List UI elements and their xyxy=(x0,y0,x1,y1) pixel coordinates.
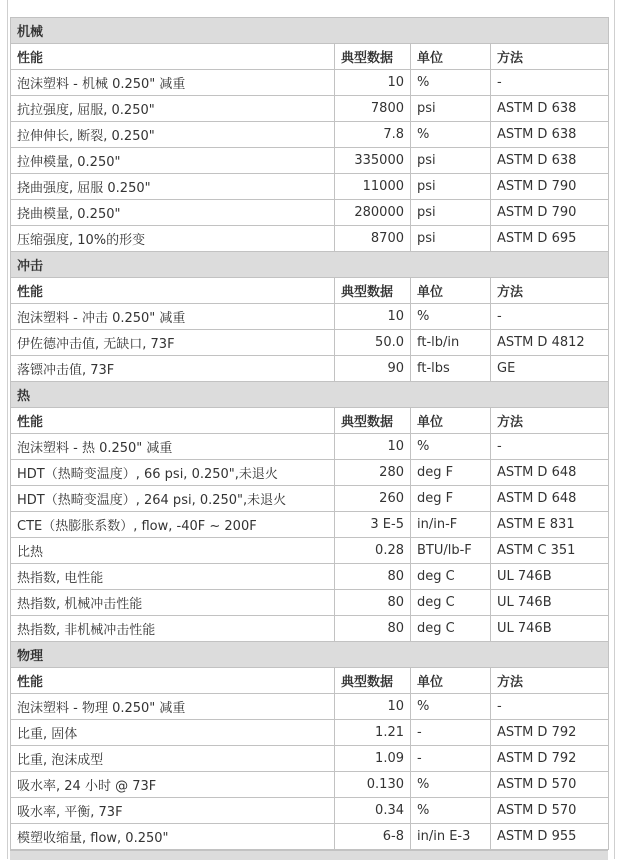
cell-property: 热指数, 非机械冲击性能 xyxy=(11,616,335,642)
cell-unit: psi xyxy=(411,226,491,252)
cell-method: ASTM D 695 xyxy=(491,226,609,252)
table-row xyxy=(11,564,609,590)
cell-value: 0.28 xyxy=(335,538,411,564)
table-row xyxy=(11,720,609,746)
cell-method: ASTM C 351 xyxy=(491,538,609,564)
left-frame-border xyxy=(0,0,8,859)
cell-method: UL 746B xyxy=(491,590,609,616)
cell-unit: deg C xyxy=(411,564,491,590)
table-row xyxy=(11,356,609,382)
cell-value: 10 xyxy=(335,694,411,720)
column-header-row xyxy=(11,44,609,70)
cell-unit: ft-lb/in xyxy=(411,330,491,356)
section-header xyxy=(11,252,609,278)
cell-unit: BTU/lb-F xyxy=(411,538,491,564)
cell-unit: % xyxy=(411,798,491,824)
cell-value: 10 xyxy=(335,70,411,96)
cell-unit: in/in-F xyxy=(411,512,491,538)
cell-method: ASTM D 638 xyxy=(491,122,609,148)
cell-value: 90 xyxy=(335,356,411,382)
table-row xyxy=(11,694,609,720)
cell-method: ASTM D 648 xyxy=(491,460,609,486)
cell-method: - xyxy=(491,304,609,330)
cell-property: 泡沫塑料 - 冲击 0.250" 减重 xyxy=(11,304,335,330)
table-row xyxy=(11,122,609,148)
cell-method: UL 746B xyxy=(491,564,609,590)
cell-property: 拉伸模量, 0.250" xyxy=(11,148,335,174)
cell-property: 抗拉强度, 屈服, 0.250" xyxy=(11,96,335,122)
cell-value: 1.21 xyxy=(335,720,411,746)
cell-method: ASTM D 570 xyxy=(491,772,609,798)
table-row xyxy=(11,772,609,798)
cell-unit: deg C xyxy=(411,590,491,616)
column-header-unit: 单位 xyxy=(411,668,491,694)
column-header-row xyxy=(11,408,609,434)
section-title: 冲击 xyxy=(11,252,609,278)
cell-method: - xyxy=(491,434,609,460)
table-row xyxy=(11,330,609,356)
section-header xyxy=(11,382,609,408)
cell-property: 拉伸伸长, 断裂, 0.250" xyxy=(11,122,335,148)
column-header-method: 方法 xyxy=(491,408,609,434)
table-row xyxy=(11,148,609,174)
cell-value: 6-8 xyxy=(335,824,411,850)
table-row xyxy=(11,590,609,616)
cell-method: - xyxy=(491,70,609,96)
cell-property: 模塑收缩量, flow, 0.250" xyxy=(11,824,335,850)
cell-unit: ft-lbs xyxy=(411,356,491,382)
table-row xyxy=(11,226,609,252)
cell-unit: deg F xyxy=(411,486,491,512)
table-row xyxy=(11,616,609,642)
table-row xyxy=(11,70,609,96)
cell-method: UL 746B xyxy=(491,616,609,642)
column-header-unit: 单位 xyxy=(411,278,491,304)
cell-method: ASTM D 4812 xyxy=(491,330,609,356)
cell-method: ASTM D 570 xyxy=(491,798,609,824)
cell-property: HDT（热畸变温度）, 66 psi, 0.250",未退火 xyxy=(11,460,335,486)
column-header-value: 典型数据 xyxy=(335,668,411,694)
cell-property: 热指数, 电性能 xyxy=(11,564,335,590)
cell-value: 11000 xyxy=(335,174,411,200)
column-header-method: 方法 xyxy=(491,668,609,694)
table-row xyxy=(11,746,609,772)
cell-unit: % xyxy=(411,434,491,460)
cell-unit: % xyxy=(411,694,491,720)
cell-unit: psi xyxy=(411,148,491,174)
table-row xyxy=(11,824,609,850)
cell-value: 7.8 xyxy=(335,122,411,148)
cell-property: 挠曲模量, 0.250" xyxy=(11,200,335,226)
column-header-method: 方法 xyxy=(491,44,609,70)
cell-unit: % xyxy=(411,122,491,148)
cell-value: 8700 xyxy=(335,226,411,252)
cell-method: ASTM D 790 xyxy=(491,174,609,200)
cell-value: 0.34 xyxy=(335,798,411,824)
table-row xyxy=(11,96,609,122)
cell-value: 50.0 xyxy=(335,330,411,356)
cell-method: ASTM D 790 xyxy=(491,200,609,226)
table-row xyxy=(11,174,609,200)
cell-property: 泡沫塑料 - 机械 0.250" 减重 xyxy=(11,70,335,96)
properties-table-body xyxy=(11,18,609,850)
cell-property: 落镖冲击值, 73F xyxy=(11,356,335,382)
table-row xyxy=(11,486,609,512)
cell-unit: deg F xyxy=(411,460,491,486)
cell-method: ASTM D 638 xyxy=(491,96,609,122)
column-header-value: 典型数据 xyxy=(335,278,411,304)
cell-property: 比重, 泡沫成型 xyxy=(11,746,335,772)
cell-property: 压缩强度, 10%的形变 xyxy=(11,226,335,252)
column-header-property: 性能 xyxy=(11,408,335,434)
cell-unit: deg C xyxy=(411,616,491,642)
cell-property: 比热 xyxy=(11,538,335,564)
column-header-property: 性能 xyxy=(11,668,335,694)
cell-property: CTE（热膨胀系数）, flow, -40F ~ 200F xyxy=(11,512,335,538)
cell-value: 80 xyxy=(335,616,411,642)
column-header-value: 典型数据 xyxy=(335,44,411,70)
section-header xyxy=(11,642,609,668)
cell-property: 伊佐德冲击值, 无缺口, 73F xyxy=(11,330,335,356)
cell-value: 1.09 xyxy=(335,746,411,772)
table-row xyxy=(11,200,609,226)
cell-method: GE xyxy=(491,356,609,382)
section-title: 物理 xyxy=(11,642,609,668)
cell-value: 280 xyxy=(335,460,411,486)
cell-unit: % xyxy=(411,304,491,330)
column-header-method: 方法 xyxy=(491,278,609,304)
cell-property: 泡沫塑料 - 热 0.250" 减重 xyxy=(11,434,335,460)
cell-value: 280000 xyxy=(335,200,411,226)
cell-unit: - xyxy=(411,720,491,746)
column-header-property: 性能 xyxy=(11,278,335,304)
table-row xyxy=(11,798,609,824)
cell-value: 80 xyxy=(335,564,411,590)
section-header xyxy=(11,18,609,44)
properties-table xyxy=(10,17,609,850)
table-row xyxy=(11,304,609,330)
cell-property: 吸水率, 平衡, 73F xyxy=(11,798,335,824)
cell-method: - xyxy=(491,694,609,720)
cell-property: 比重, 固体 xyxy=(11,720,335,746)
cell-value: 335000 xyxy=(335,148,411,174)
cell-property: 泡沫塑料 - 物理 0.250" 减重 xyxy=(11,694,335,720)
cell-method: ASTM D 792 xyxy=(491,720,609,746)
cell-unit: in/in E-3 xyxy=(411,824,491,850)
cell-method: ASTM D 792 xyxy=(491,746,609,772)
cell-unit: psi xyxy=(411,200,491,226)
cell-value: 260 xyxy=(335,486,411,512)
cell-value: 10 xyxy=(335,434,411,460)
cell-property: 吸水率, 24 小时 @ 73F xyxy=(11,772,335,798)
column-header-row xyxy=(11,668,609,694)
column-header-property: 性能 xyxy=(11,44,335,70)
table-row xyxy=(11,538,609,564)
section-title: 热 xyxy=(11,382,609,408)
table-row xyxy=(11,512,609,538)
right-frame-border xyxy=(614,0,615,859)
column-header-value: 典型数据 xyxy=(335,408,411,434)
cell-unit: psi xyxy=(411,174,491,200)
cell-method: ASTM D 648 xyxy=(491,486,609,512)
column-header-row xyxy=(11,278,609,304)
cell-method: ASTM D 638 xyxy=(491,148,609,174)
cell-value: 80 xyxy=(335,590,411,616)
cell-value: 7800 xyxy=(335,96,411,122)
cell-method: ASTM D 955 xyxy=(491,824,609,850)
cell-property: 挠曲强度, 屈服 0.250" xyxy=(11,174,335,200)
cell-property: HDT（热畸变温度）, 264 psi, 0.250",未退火 xyxy=(11,486,335,512)
table-row xyxy=(11,460,609,486)
table-row xyxy=(11,434,609,460)
cell-unit: - xyxy=(411,746,491,772)
cell-unit: % xyxy=(411,70,491,96)
cell-property: 热指数, 机械冲击性能 xyxy=(11,590,335,616)
column-header-unit: 单位 xyxy=(411,408,491,434)
cell-value: 10 xyxy=(335,304,411,330)
section-title: 机械 xyxy=(11,18,609,44)
cell-value: 0.130 xyxy=(335,772,411,798)
column-header-unit: 单位 xyxy=(411,44,491,70)
cell-value: 3 E-5 xyxy=(335,512,411,538)
cell-unit: % xyxy=(411,772,491,798)
cell-unit: psi xyxy=(411,96,491,122)
cell-method: ASTM E 831 xyxy=(491,512,609,538)
